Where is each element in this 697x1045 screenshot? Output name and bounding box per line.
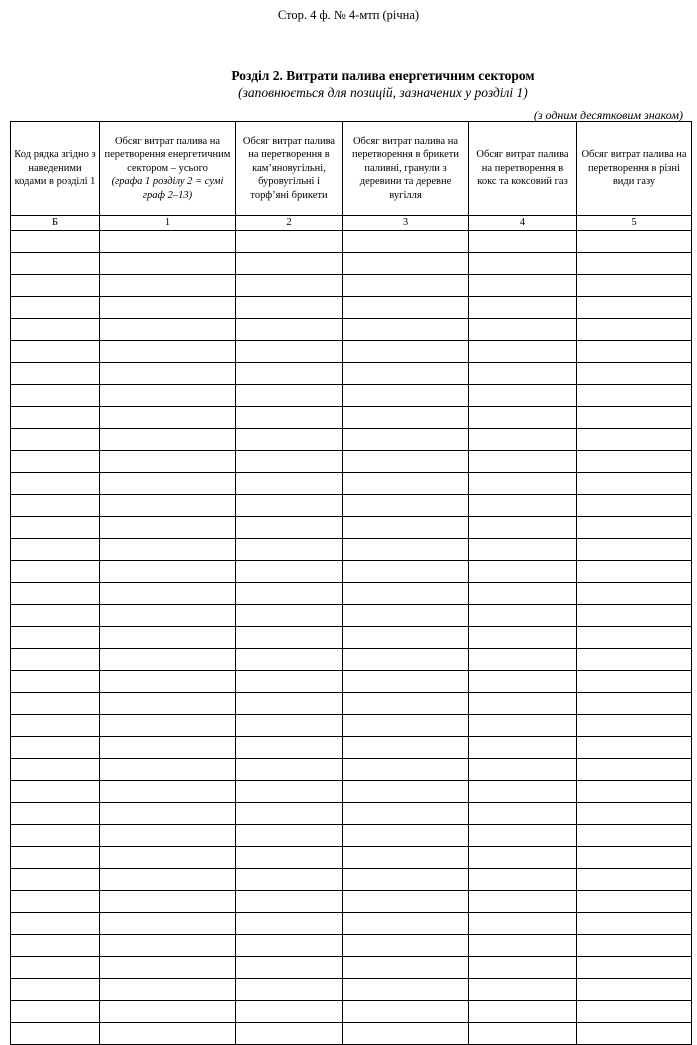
table-cell[interactable]: [343, 429, 469, 451]
table-cell[interactable]: [236, 979, 343, 1001]
table-cell[interactable]: [469, 495, 577, 517]
table-cell[interactable]: [469, 649, 577, 671]
table-cell[interactable]: [469, 561, 577, 583]
table-cell[interactable]: [236, 957, 343, 979]
table-row: [11, 1001, 692, 1023]
table-cell[interactable]: [343, 1023, 469, 1045]
table-cell[interactable]: [100, 407, 236, 429]
table-cell[interactable]: [236, 935, 343, 957]
table-cell[interactable]: [577, 935, 692, 957]
column-number: 5: [577, 216, 692, 231]
column-number: 2: [236, 216, 343, 231]
table-cell[interactable]: [11, 737, 100, 759]
table-row: [11, 385, 692, 407]
table-cell[interactable]: [100, 957, 236, 979]
table-body: [11, 231, 692, 1045]
table-row: [11, 275, 692, 297]
table-row: [11, 605, 692, 627]
table-cell[interactable]: [100, 473, 236, 495]
table-cell[interactable]: [100, 605, 236, 627]
column-header-total: [100, 122, 236, 216]
table-cell[interactable]: [100, 737, 236, 759]
table-cell[interactable]: [100, 759, 236, 781]
table-cell[interactable]: [236, 869, 343, 891]
table-cell[interactable]: [469, 671, 577, 693]
table-cell[interactable]: [11, 341, 100, 363]
table-cell[interactable]: [469, 869, 577, 891]
table-cell[interactable]: [577, 759, 692, 781]
table-cell[interactable]: [343, 517, 469, 539]
table-row: [11, 693, 692, 715]
table-cell[interactable]: [577, 231, 692, 253]
table-cell[interactable]: [100, 275, 236, 297]
table-cell[interactable]: [236, 759, 343, 781]
table-cell[interactable]: [100, 583, 236, 605]
column-number: 4: [469, 216, 577, 231]
table-cell[interactable]: [343, 671, 469, 693]
table-cell[interactable]: [577, 253, 692, 275]
table-cell[interactable]: [343, 759, 469, 781]
table-cell[interactable]: [343, 781, 469, 803]
table-cell[interactable]: [469, 363, 577, 385]
table-cell[interactable]: [343, 627, 469, 649]
column-header-row-code: [11, 122, 100, 216]
table-cell[interactable]: [469, 231, 577, 253]
table-cell[interactable]: [577, 847, 692, 869]
table-cell[interactable]: [236, 539, 343, 561]
table-cell[interactable]: [343, 1001, 469, 1023]
table-cell[interactable]: [100, 539, 236, 561]
table-cell[interactable]: [100, 913, 236, 935]
table-cell[interactable]: [100, 869, 236, 891]
column-header-text: Код рядка згідно з наведеними кодами в розділі 1: [14, 149, 96, 188]
table-cell[interactable]: [236, 517, 343, 539]
table-row: [11, 649, 692, 671]
table-cell[interactable]: [469, 803, 577, 825]
table-cell[interactable]: [236, 583, 343, 605]
table-cell[interactable]: [236, 803, 343, 825]
table-row: [11, 231, 692, 253]
table-cell[interactable]: [100, 847, 236, 869]
column-header-text: Обсяг витрат палива на перетворення в різні види газу: [581, 149, 687, 188]
table-row: [11, 913, 692, 935]
table-cell[interactable]: [577, 869, 692, 891]
table-cell[interactable]: [100, 451, 236, 473]
table-cell[interactable]: [577, 473, 692, 495]
table-cell[interactable]: [236, 341, 343, 363]
table-cell[interactable]: [11, 561, 100, 583]
table-row: [11, 671, 692, 693]
table-cell[interactable]: [100, 561, 236, 583]
table-cell[interactable]: [100, 385, 236, 407]
table-cell[interactable]: [100, 979, 236, 1001]
table-cell[interactable]: [577, 913, 692, 935]
table-cell[interactable]: [11, 847, 100, 869]
table-cell[interactable]: [469, 605, 577, 627]
table-cell[interactable]: [343, 847, 469, 869]
table-cell[interactable]: [236, 495, 343, 517]
table-cell[interactable]: [469, 891, 577, 913]
table-cell[interactable]: [11, 891, 100, 913]
table-cell[interactable]: [11, 759, 100, 781]
table-cell[interactable]: [11, 869, 100, 891]
table-cell[interactable]: [469, 429, 577, 451]
table-cell[interactable]: [100, 1001, 236, 1023]
table-cell[interactable]: [469, 341, 577, 363]
table-cell[interactable]: [11, 605, 100, 627]
table-cell[interactable]: [11, 539, 100, 561]
table-cell[interactable]: [100, 517, 236, 539]
table-cell[interactable]: [577, 803, 692, 825]
table-cell[interactable]: [469, 253, 577, 275]
table-cell[interactable]: [343, 825, 469, 847]
table-cell[interactable]: [100, 825, 236, 847]
table-cell[interactable]: [236, 319, 343, 341]
table-row: [11, 825, 692, 847]
table-cell[interactable]: [343, 385, 469, 407]
table-cell[interactable]: [343, 891, 469, 913]
table-cell[interactable]: [577, 429, 692, 451]
table-cell[interactable]: [343, 605, 469, 627]
table-cell[interactable]: [100, 1023, 236, 1045]
table-cell[interactable]: [343, 649, 469, 671]
table-row: [11, 935, 692, 957]
column-header-coke: [469, 122, 577, 216]
table-cell[interactable]: [236, 297, 343, 319]
table-row: [11, 363, 692, 385]
table-row: [11, 253, 692, 275]
table-cell[interactable]: [343, 319, 469, 341]
table-cell[interactable]: [577, 539, 692, 561]
table-cell[interactable]: [100, 253, 236, 275]
table-cell[interactable]: [343, 539, 469, 561]
table-row: [11, 319, 692, 341]
table-cell[interactable]: [343, 693, 469, 715]
table-cell[interactable]: [577, 275, 692, 297]
table-cell[interactable]: [236, 825, 343, 847]
table-cell[interactable]: [11, 1023, 100, 1045]
table-cell[interactable]: [236, 231, 343, 253]
table-cell[interactable]: [469, 627, 577, 649]
table-cell[interactable]: [577, 363, 692, 385]
table-cell[interactable]: [11, 715, 100, 737]
table-cell[interactable]: [343, 407, 469, 429]
table-cell[interactable]: [343, 253, 469, 275]
table-row: [11, 517, 692, 539]
table-cell[interactable]: [577, 451, 692, 473]
table-cell[interactable]: [469, 297, 577, 319]
table-cell[interactable]: [469, 957, 577, 979]
table-cell[interactable]: [236, 649, 343, 671]
table-row: [11, 429, 692, 451]
table-row: [11, 341, 692, 363]
table-cell[interactable]: [11, 935, 100, 957]
table-cell[interactable]: [100, 891, 236, 913]
page-header: Стор. 4 ф. № 4-мтп (річна): [277, 8, 420, 22]
table-cell[interactable]: [343, 869, 469, 891]
table-row: [11, 759, 692, 781]
table-row: [11, 407, 692, 429]
table-cell[interactable]: [236, 1023, 343, 1045]
table-cell[interactable]: [469, 451, 577, 473]
table-row: [11, 847, 692, 869]
table-cell[interactable]: [469, 979, 577, 1001]
table-cell[interactable]: [11, 583, 100, 605]
table-row: [11, 495, 692, 517]
table-cell[interactable]: [11, 671, 100, 693]
table-cell[interactable]: [236, 429, 343, 451]
table-cell[interactable]: [577, 583, 692, 605]
table-cell[interactable]: [100, 429, 236, 451]
table-cell[interactable]: [577, 737, 692, 759]
table-cell[interactable]: [236, 275, 343, 297]
table-cell[interactable]: [469, 583, 577, 605]
table-cell[interactable]: [469, 1023, 577, 1045]
table-cell[interactable]: [11, 627, 100, 649]
section-subtitle: (заповнюється для позицій, зазначених у розділі 1): [238, 85, 528, 100]
table-cell[interactable]: [577, 627, 692, 649]
table-cell[interactable]: [469, 693, 577, 715]
table-cell[interactable]: [100, 693, 236, 715]
table-cell[interactable]: [577, 781, 692, 803]
table-cell[interactable]: [577, 605, 692, 627]
table-cell[interactable]: [236, 451, 343, 473]
table-cell[interactable]: [11, 803, 100, 825]
table-cell[interactable]: [236, 891, 343, 913]
table-cell[interactable]: [236, 913, 343, 935]
table-cell[interactable]: [236, 253, 343, 275]
table-row: [11, 781, 692, 803]
table-cell[interactable]: [11, 957, 100, 979]
table-cell[interactable]: [577, 649, 692, 671]
column-header-row: [11, 122, 692, 216]
table-cell[interactable]: [343, 231, 469, 253]
table-cell[interactable]: [11, 451, 100, 473]
column-number: Б: [11, 216, 100, 231]
table-cell[interactable]: [469, 275, 577, 297]
table-cell[interactable]: [343, 341, 469, 363]
table-cell[interactable]: [236, 627, 343, 649]
table-cell[interactable]: [11, 1001, 100, 1023]
table-row: [11, 715, 692, 737]
column-header-text: Обсяг витрат палива на перетворення в кокс та коксовий газ: [476, 149, 569, 188]
column-number: 3: [343, 216, 469, 231]
table-cell[interactable]: [11, 231, 100, 253]
fuel-consumption-table: [10, 121, 692, 1045]
table-cell[interactable]: [11, 649, 100, 671]
table-cell[interactable]: [343, 275, 469, 297]
table-row: [11, 297, 692, 319]
table-cell[interactable]: [343, 561, 469, 583]
table-cell[interactable]: [236, 671, 343, 693]
table-cell[interactable]: [577, 891, 692, 913]
table-cell[interactable]: [343, 451, 469, 473]
table-cell[interactable]: [11, 253, 100, 275]
table-cell[interactable]: [577, 957, 692, 979]
table-row: [11, 737, 692, 759]
table-cell[interactable]: [469, 1001, 577, 1023]
table-row: [11, 583, 692, 605]
table-cell[interactable]: [236, 561, 343, 583]
table-cell[interactable]: [577, 715, 692, 737]
table-cell[interactable]: [11, 913, 100, 935]
table-cell[interactable]: [577, 825, 692, 847]
table-cell[interactable]: [100, 649, 236, 671]
table-cell[interactable]: [11, 319, 100, 341]
table-cell[interactable]: [343, 297, 469, 319]
table-cell[interactable]: [11, 517, 100, 539]
table-cell[interactable]: [11, 979, 100, 1001]
table-cell[interactable]: [11, 473, 100, 495]
table-cell[interactable]: [11, 297, 100, 319]
table-cell[interactable]: [100, 341, 236, 363]
table-cell[interactable]: [469, 913, 577, 935]
table-cell[interactable]: [100, 319, 236, 341]
table-cell[interactable]: [11, 825, 100, 847]
table-cell[interactable]: [577, 385, 692, 407]
table-cell[interactable]: [577, 495, 692, 517]
table-cell[interactable]: [343, 583, 469, 605]
table-row: [11, 451, 692, 473]
table-cell[interactable]: [469, 715, 577, 737]
table-row: [11, 473, 692, 495]
table-cell[interactable]: [236, 847, 343, 869]
table-row: [11, 539, 692, 561]
table-cell[interactable]: [343, 363, 469, 385]
table-cell[interactable]: [100, 363, 236, 385]
table-cell[interactable]: [577, 671, 692, 693]
section-title: Розділ 2. Витрати палива енергетичним сектором: [231, 68, 535, 83]
table-cell[interactable]: [11, 693, 100, 715]
table-cell[interactable]: [469, 517, 577, 539]
table-cell[interactable]: [577, 319, 692, 341]
table-cell[interactable]: [236, 363, 343, 385]
table-cell[interactable]: [469, 935, 577, 957]
table-cell[interactable]: [100, 803, 236, 825]
table-cell[interactable]: [343, 957, 469, 979]
table-cell[interactable]: [469, 319, 577, 341]
table-cell[interactable]: [11, 429, 100, 451]
table-cell[interactable]: [236, 1001, 343, 1023]
column-header-text: Обсяг витрат палива на перетворення в кам’яновугільні, буровугільні і торф’яні брикети: [242, 135, 336, 201]
table-row: [11, 869, 692, 891]
table-row: [11, 561, 692, 583]
table-cell[interactable]: [469, 407, 577, 429]
table-cell[interactable]: [343, 913, 469, 935]
table-cell[interactable]: [469, 737, 577, 759]
table-row: [11, 979, 692, 1001]
table-cell[interactable]: [577, 517, 692, 539]
table-cell[interactable]: [469, 825, 577, 847]
table-cell[interactable]: [577, 407, 692, 429]
table-cell[interactable]: [236, 715, 343, 737]
table-cell[interactable]: [469, 759, 577, 781]
table-cell[interactable]: [11, 363, 100, 385]
table-cell[interactable]: [100, 627, 236, 649]
table-cell[interactable]: [11, 781, 100, 803]
table-cell[interactable]: [343, 979, 469, 1001]
table-cell[interactable]: [236, 605, 343, 627]
table-cell[interactable]: [11, 385, 100, 407]
table-cell[interactable]: [100, 297, 236, 319]
table-row: [11, 957, 692, 979]
table-row: [11, 803, 692, 825]
table-cell[interactable]: [469, 385, 577, 407]
table-cell[interactable]: [100, 715, 236, 737]
table-cell[interactable]: [100, 231, 236, 253]
table-cell[interactable]: [577, 1001, 692, 1023]
table-cell[interactable]: [11, 407, 100, 429]
table-cell[interactable]: [11, 275, 100, 297]
table-cell[interactable]: [577, 561, 692, 583]
table-cell[interactable]: [343, 737, 469, 759]
table-cell[interactable]: [577, 693, 692, 715]
column-header-text: Обсяг витрат палива на перетворення енергетичним сектором – усього: [104, 135, 231, 174]
table-cell[interactable]: [469, 847, 577, 869]
column-header-note: (графа 1 розділу 2 = сумі граф 2–13): [111, 176, 224, 201]
table-cell[interactable]: [236, 781, 343, 803]
column-header-wood-briquettes: [343, 122, 469, 216]
table-cell[interactable]: [11, 495, 100, 517]
table-cell[interactable]: [577, 979, 692, 1001]
table-cell[interactable]: [343, 715, 469, 737]
table-cell[interactable]: [577, 341, 692, 363]
table-cell[interactable]: [343, 935, 469, 957]
table-row: [11, 1023, 692, 1045]
table-cell[interactable]: [100, 935, 236, 957]
table-cell[interactable]: [469, 473, 577, 495]
table-cell[interactable]: [236, 407, 343, 429]
column-number: 1: [100, 216, 236, 231]
table-cell[interactable]: [236, 737, 343, 759]
table-cell[interactable]: [100, 671, 236, 693]
table-cell[interactable]: [236, 385, 343, 407]
table-cell[interactable]: [469, 781, 577, 803]
table-cell[interactable]: [236, 473, 343, 495]
column-header-text: Обсяг витрат палива на перетворення в брикети паливні, гранули з деревини та деревне вугілля: [351, 135, 460, 201]
column-number-row: [11, 216, 692, 231]
table-row: [11, 891, 692, 913]
table-row: [11, 627, 692, 649]
column-header-gas: [577, 122, 692, 216]
table-cell[interactable]: [343, 495, 469, 517]
table-cell[interactable]: [343, 803, 469, 825]
table-cell[interactable]: [577, 297, 692, 319]
precision-note: (з одним десятковим знаком): [533, 108, 683, 122]
table-cell[interactable]: [577, 1023, 692, 1045]
column-header-coal-briquettes: [236, 122, 343, 216]
table-cell[interactable]: [469, 539, 577, 561]
table-cell[interactable]: [343, 473, 469, 495]
table-cell[interactable]: [100, 781, 236, 803]
table-cell[interactable]: [100, 495, 236, 517]
table-cell[interactable]: [236, 693, 343, 715]
